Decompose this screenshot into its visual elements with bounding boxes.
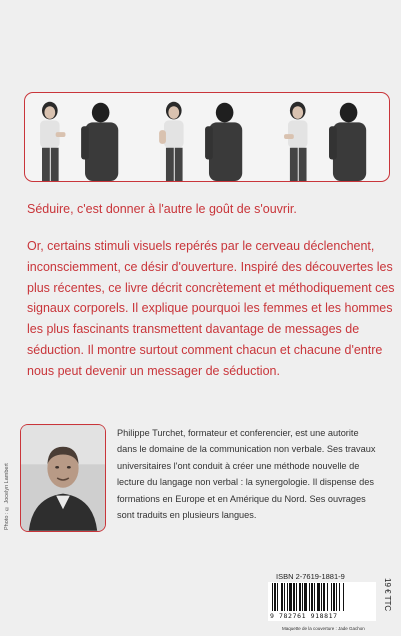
barcode-bar	[274, 583, 276, 611]
barcode-number: 9 782761 918817	[268, 612, 376, 621]
bio-line: formations en Europe et en Amérique du Nord. Ses ouvrages	[117, 493, 366, 504]
description-line: Or, certains stimuli visuels repérés par le cerveau déclenchent,	[27, 239, 375, 253]
description-line: nous peut devenir un messager de séduction.	[27, 363, 280, 378]
bio-line: lecture du langage non verbal : la synergologie. Il dispense des	[117, 477, 374, 488]
bio-line: sont traduits en plusieurs langues.	[117, 510, 257, 521]
barcode-bar	[327, 583, 328, 611]
author-portrait	[20, 424, 106, 532]
description-line: inconsciemment, ce désir d'ouverture. Inspiré des découvertes les	[27, 259, 393, 274]
barcode-bar	[289, 583, 292, 611]
photo-woman-man-3	[269, 93, 390, 181]
isbn: ISBN 2-7619-1881-9	[276, 572, 345, 581]
barcode-bar	[287, 583, 288, 611]
barcode-bar	[339, 583, 340, 611]
bio-line: universitaires l'ont conduit à créer une méthode nouvelle de	[117, 460, 360, 471]
photo-strip	[24, 92, 390, 182]
barcode-bar	[323, 583, 325, 611]
description-line: les plus fascinants transmettent davantage de messages de	[27, 322, 360, 337]
photo-credit: Photo : © Jocelyn Lambert	[4, 463, 10, 530]
barcode	[268, 582, 376, 612]
barcode-bar	[333, 583, 335, 611]
description-paragraph	[27, 236, 393, 382]
cover-credit: Maquette de la couverture : Jade Gachon	[282, 626, 365, 631]
barcode-bar	[336, 583, 337, 611]
barcode-bar	[296, 583, 297, 611]
barcode-bar	[311, 583, 313, 611]
barcode-bar	[343, 583, 344, 611]
photo-woman-man-2	[147, 93, 269, 181]
barcode-bar	[331, 583, 332, 611]
price: 19 € TTC	[383, 578, 392, 612]
barcode-bar	[309, 583, 310, 611]
barcode-bar	[304, 583, 307, 611]
barcode-bar	[299, 583, 301, 611]
barcode-bar	[272, 583, 273, 611]
barcode-bar	[281, 583, 283, 611]
bio-line: Philippe Turchet, formateur et conferencier, est une autorite	[117, 428, 359, 438]
barcode-bar	[277, 583, 278, 611]
tagline: Séduire, c'est donner à l'autre le goût de s'ouvrir.	[27, 202, 297, 216]
barcode-bar	[317, 583, 320, 611]
barcode-bar	[302, 583, 303, 611]
barcode-bar	[293, 583, 295, 611]
photo-woman-man-1	[25, 93, 147, 181]
bio-line: dans le domaine de la communication non verbale. Ses travaux	[117, 444, 376, 455]
description-line: séduction. Il montre surtout comment chacun et chacune d'entre	[27, 342, 383, 357]
description-line: signaux corporels. Il explique pourquoi les femmes et les hommes	[27, 301, 393, 316]
barcode-bar	[284, 583, 285, 611]
barcode-bar	[314, 583, 315, 611]
barcode-bar	[321, 583, 322, 611]
author-bio	[117, 425, 392, 523]
description-line: plus récentes, ce livre décrit concrètement et méthodiquement ces	[27, 280, 395, 295]
